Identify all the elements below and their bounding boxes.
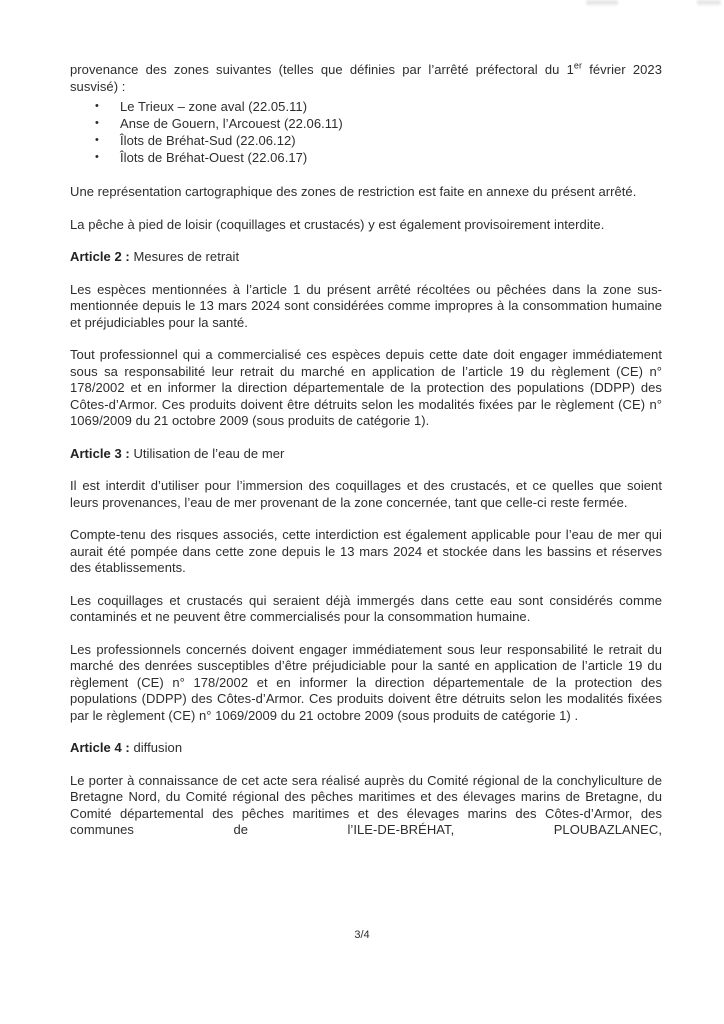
zone-label: Îlots de Bréhat-Sud (22.06.12) (120, 133, 296, 148)
zone-list-item (95, 115, 662, 132)
article-4-heading (70, 740, 662, 757)
zone-label: Îlots de Bréhat-Ouest (22.06.17) (120, 150, 308, 165)
article-3-title: Utilisation de l’eau de mer (129, 445, 285, 461)
zone-label: Anse de Gouern, l’Arcouest (22.06.11) (120, 116, 343, 131)
article-2-heading (70, 249, 662, 266)
paragraph-especes: Les espèces mentionnées à l’article 1 du présent arrêté récoltées ou pêchées dans la zone sus-mentionnée depuis le 13 mars 2024 sont considérées comme impropres à la consommation humaine et préjudiciables pour la santé. (70, 281, 662, 330)
zones-list (70, 98, 662, 166)
scan-smudge-icon (697, 0, 721, 5)
article-2-title: Mesures de retrait (129, 249, 240, 264)
bullet-icon: • (95, 134, 99, 146)
zone-list-item (95, 132, 662, 149)
article-2-label: Article 2 : (70, 249, 130, 264)
intro-text-start: provenance des zones suivantes (telles que définies par l’arrêté préfectoral du 1 (70, 62, 574, 77)
paragraph-interdit-eau: Il est interdit d’utiliser pour l’immersion des coquillages et des crustacés, et ce quelles que soient leurs provenances, l’eau de mer provenant de la zone concernée, tant que celle-ci reste fermée. (70, 478, 662, 510)
article-4-title: diffusion (129, 740, 183, 755)
paragraph-diffusion: Le porter à connaissance de cet acte sera réalisé auprès du Comité régional de la conchyliculture de Bretagne Nord, du Comité régional des pêches maritimes et des élevages marins de Bretagne, du Comité départemental des pêches maritimes et des élevages marins des Côtes-d’Armor, des communes de l’ILE-DE-BRÉHAT, PLOUBAZLANEC, (70, 772, 662, 837)
zone-label: Le Trieux – zone aval (22.05.11) (120, 99, 308, 114)
document-body (70, 62, 662, 855)
bullet-icon: • (95, 151, 99, 163)
page-number: 3/4 (354, 929, 370, 941)
paragraph-annexe: Une représentation cartographique des zones de restriction est faite en annexe du présent arrêté. (70, 184, 637, 199)
article-3-heading (70, 446, 662, 463)
article-3-label: Article 3 : (70, 445, 130, 461)
bullet-icon: • (95, 100, 99, 112)
paragraph-intro-zones (70, 62, 662, 95)
scan-smudge-icon (586, 0, 618, 5)
bullet-icon: • (95, 117, 99, 129)
article-4-label: Article 4 : (70, 740, 130, 755)
paragraph-immerges: Les coquillages et crustacés qui seraient déjà immergés dans cette eau sont considérés comme contaminés et ne peuvent être commercialisés pour la consommation humaine. (70, 592, 662, 624)
ordinal-superscript: er (573, 60, 583, 71)
paragraph-peche-loisir: La pêche à pied de loisir (coquillages et crustacés) y est également provisoirement interdite. (70, 216, 605, 232)
paragraph-professionnels-concernes: Les professionnels concernés doivent engager immédiatement sous leur responsabilité le retrait du marché des denrées susceptibles d’être préjudiciable pour la santé en application de l’article 19 du règlement (CE) n° 178/2002 et en informer la direction départementale de la protection des populations (DDPP) des Côtes-d’Armor. Ces produits doivent être détruits selon les modalités fixées par le règlement (CE) n° 1069/2009 du 21 octobre 2009 (sous produits de catégorie 1) . (70, 641, 662, 723)
paragraph-professionnel: Tout professionnel qui a commercialisé ces espèces depuis cette date doit engager immédiatement sous sa responsabilité leur retrait du marché en application de l’article 19 du règlement (CE) n° 178/2002 et en informer la direction départementale de la protection des populations (DDPP) des Côtes-d’Armor. Ces produits doivent être détruits selon les modalités fixées par le règlement (CE) n° 1069/2009 du 21 octobre 2009 (sous produits de catégorie 1). (70, 347, 662, 428)
zone-list-item (95, 98, 662, 115)
zone-list-item (95, 149, 662, 166)
intro-text-end: février 2023 susvisé) : (70, 62, 662, 94)
paragraph-compte-tenu: Compte-tenu des risques associés, cette interdiction est également applicable pour l’eau de mer qui aurait été pompée dans cette zone depuis le 13 mars 2024 et stockée dans les bassins et réserves des établissements. (70, 527, 662, 575)
